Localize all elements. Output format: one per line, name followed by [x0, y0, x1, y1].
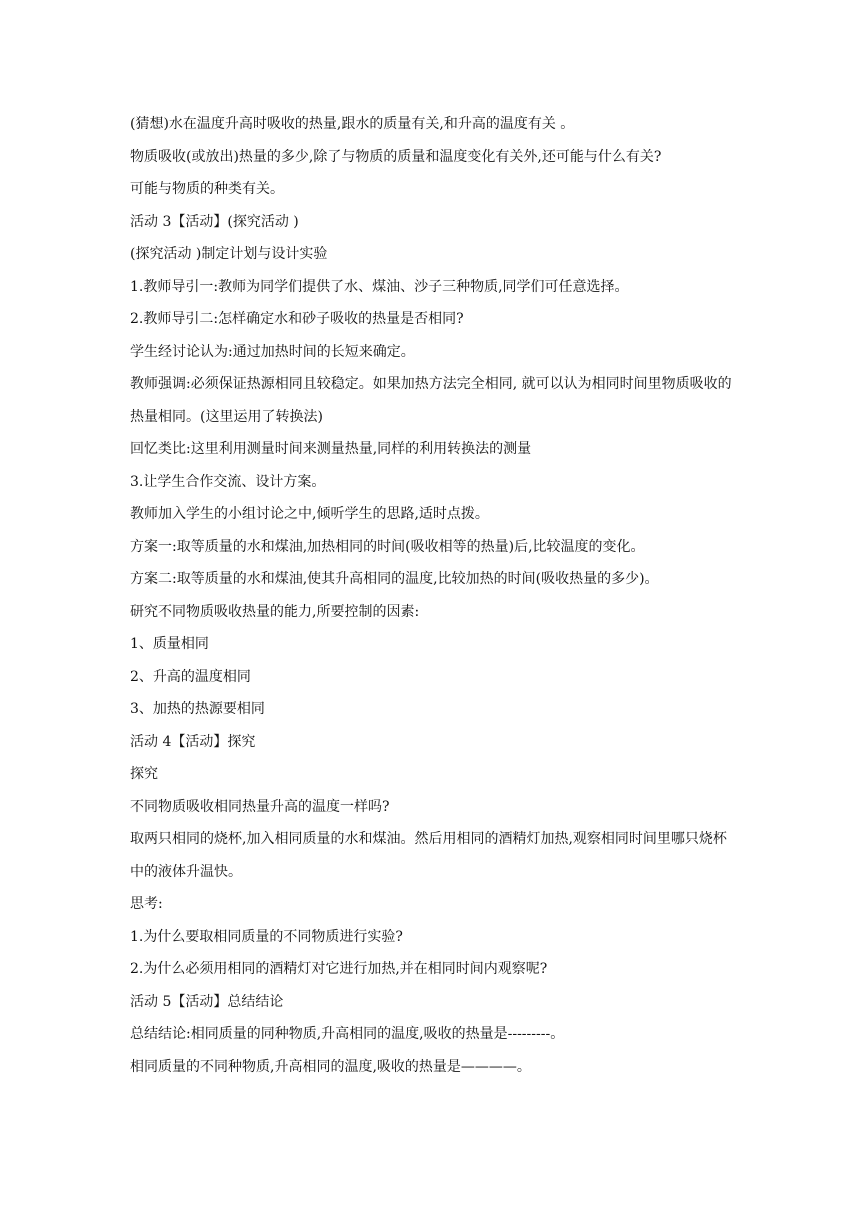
- heading-activity-3: 活动 3【活动】(探究活动 ): [130, 213, 299, 230]
- document-body: [130, 108, 740, 1083]
- paragraph-guide-1: 1.教师导引一:教师为同学们提供了水、煤油、沙子三种物质,同学们可任意选择。: [130, 278, 629, 295]
- paragraph-control-factors: 研究不同物质吸收热量的能力,所要控制的因素:: [130, 603, 420, 620]
- paragraph-plan-design: (探究活动 )制定计划与设计实验: [130, 246, 328, 262]
- paragraph-conclusion-1: 总结结论:相同质量的同种物质,升高相同的温度,吸收的热量是---------。: [130, 1026, 565, 1042]
- paragraph-think-question-2: 2.为什么必须用相同的酒精灯对它进行加热,并在相同时间内观察呢?: [130, 961, 548, 977]
- paragraph-think: 思考:: [130, 896, 163, 912]
- paragraph-possible-answer: 可能与物质的种类有关。: [130, 181, 284, 197]
- paragraph-step-3: 3.让学生合作交流、设计方案。: [130, 473, 326, 490]
- paragraph-explore-question: 不同物质吸收相同热量升高的温度一样吗?: [130, 798, 390, 815]
- paragraph-conclusion-2: 相同质量的不同种物质,升高相同的温度,吸收的热量是————。: [130, 1058, 531, 1075]
- heading-activity-4: 活动 4【活动】探究: [130, 733, 256, 750]
- paragraph-plan-2: 方案二:取等质量的水和煤油,使其升高相同的温度,比较加热的时间(吸收热量的多少)。: [130, 571, 659, 587]
- list-item-factor-1: 1、质量相同: [130, 636, 209, 652]
- list-item-factor-3: 3、加热的热源要相同: [130, 701, 265, 717]
- paragraph-plan-1: 方案一:取等质量的水和煤油,加热相同的时间(吸收相等的热量)后,比较温度的变化。: [130, 538, 645, 555]
- paragraph-experiment: 取两只相同的烧杯,加入相同质量的水和煤油。然后用相同的酒精灯加热,观察相同时间里哪只烧杯中的液体升温快。: [130, 831, 727, 880]
- paragraph-guide-2: 2.教师导引二:怎样确定水和砂子吸收的热量是否相同?: [130, 311, 464, 327]
- heading-activity-5: 活动 5【活动】总结结论: [130, 993, 284, 1010]
- paragraph-teacher-joins: 教师加入学生的小组讨论之中,倾听学生的思路,适时点拨。: [130, 506, 489, 522]
- list-item-factor-2: 2、升高的温度相同: [130, 668, 251, 685]
- paragraph-think-question-1: 1.为什么要取相同质量的不同物质进行实验?: [130, 928, 403, 945]
- paragraph-hypothesis: (猜想)水在温度升高时吸收的热量,跟水的质量有关,和升高的温度有关 。: [130, 116, 575, 132]
- paragraph-explore: 探究: [130, 766, 158, 782]
- paragraph-teacher-emphasis: 教师强调:必须保证热源相同且较稳定。如果加热方法完全相同, 就可以认为相同时间里物质吸收的热量相同。(这里运用了转换法): [130, 376, 732, 425]
- paragraph-analogy: 回忆类比:这里利用测量时间来测量热量,同样的利用转换法的测量: [130, 441, 532, 457]
- paragraph-student-discussion: 学生经讨论认为:通过加热时间的长短来确定。: [130, 343, 415, 360]
- paragraph-question: 物质吸收(或放出)热量的多少,除了与物质的质量和温度变化有关外,还可能与什么有关?: [130, 148, 662, 165]
